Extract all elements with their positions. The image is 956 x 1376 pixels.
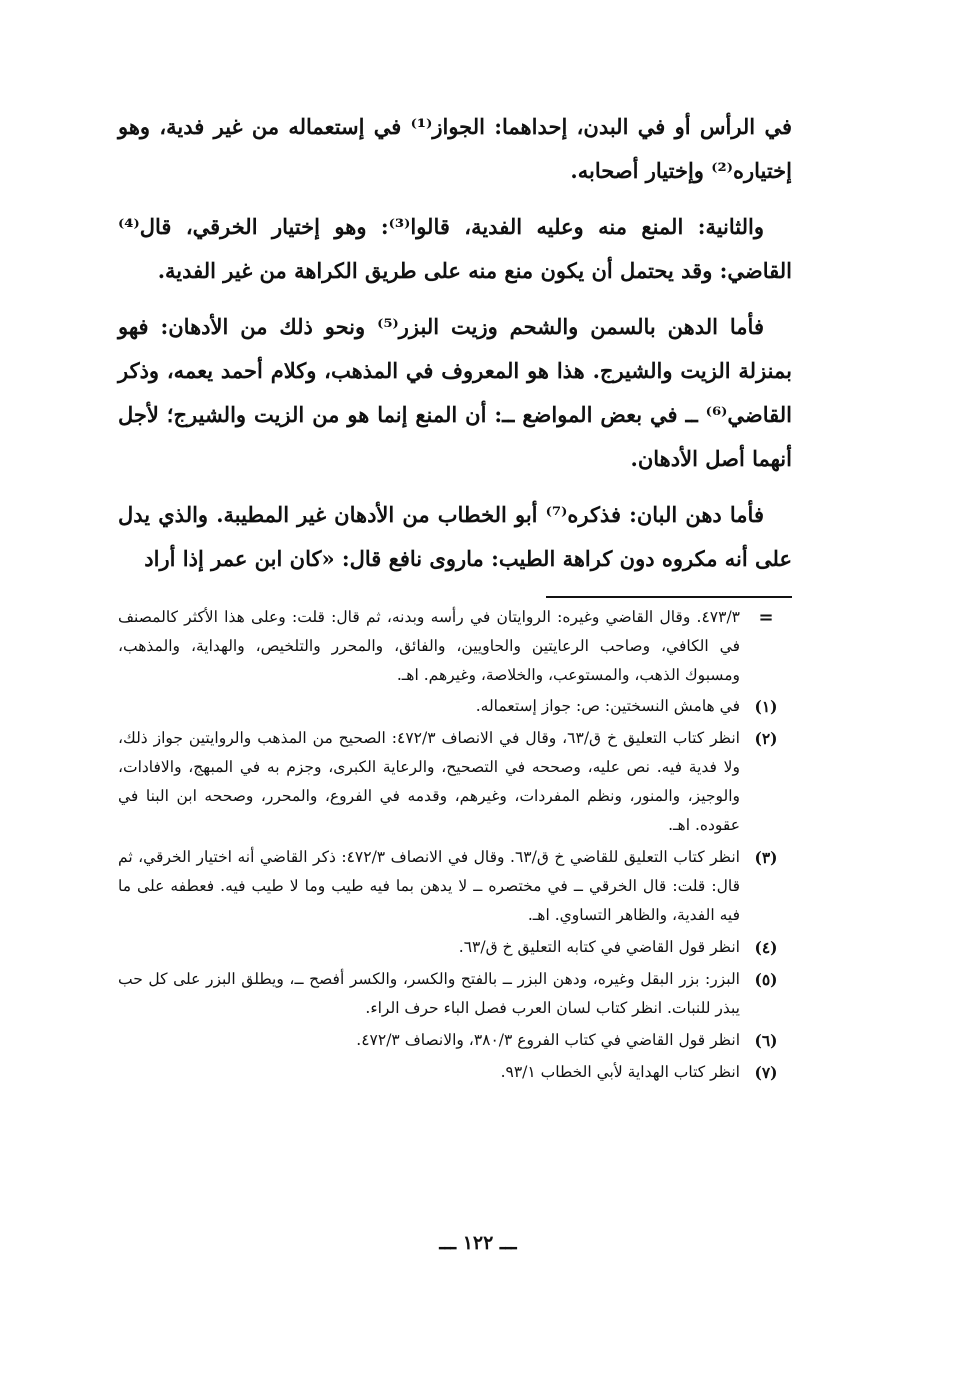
footnote-text: انظر كتاب التعليق خ ق/٦٣، وقال في الانصاف ٤٧٢/٣: الصحيح من المذهب والروايتين جواز ذلك، ولا فدية فيه. نص عليه، وصححه في التصحيح، والرعاية الكبرى، وجزم به في المبهج، والافادات، والوجيز، والمنور، ونظم المفردات، وغيرهم، وقدمه في الفروع، والمحرر، وصححه ابن البنا في عقوده. اهـ. xyxy=(118,729,740,834)
footnote-6 xyxy=(118,1026,792,1055)
footnote-text: انظر قول القاضي في كتاب الفروع ٣٨٠/٣، والانصاف ٤٧٢/٣. xyxy=(356,1031,740,1049)
footnote-continuation xyxy=(118,603,792,690)
page-number: ـــ ١٢٢ ـــ xyxy=(439,1232,517,1254)
footnote-text: في هامش النسختين: ص: جواز إستعماله. xyxy=(475,697,740,715)
footnote-number: (٧) xyxy=(754,1063,778,1082)
footnote-4 xyxy=(118,933,792,962)
paragraph: فأما دهن البان: فذكره⁽⁷⁾ أبو الخطاب من الأدهان غير المطيبة. والذي يدل على أنه مكروه دون كراهة الطيب: ماروى نافع قال: «كان ابن عمر إذا أراد xyxy=(118,502,792,571)
footnote-number: (٤) xyxy=(754,938,778,957)
continuation-mark: = xyxy=(758,607,774,628)
footnote-5 xyxy=(118,965,792,1023)
footnote-text: انظر كتاب التعليق للقاضي خ ق/٦٣. وقال في الانصاف ٤٧٢/٣: ذكر القاضي أنه اختيار الخرقي، ثم قال: قلت: قال الخرقي ــ في مختصره ــ لا يدهن بما فيه طيب وما لا طيب فيه. فعطفه على ما فيه الفدية، والظاهر التساوي. اهـ. xyxy=(118,848,740,924)
footnote-3 xyxy=(118,843,792,930)
footnote-text: انظر قول القاضي في كتابه التعليق خ ق/٦٣. xyxy=(458,938,740,956)
paragraph: والثانية: المنع منه وعليه الفدية، قالوا⁽³⁾: وهو إختيار الخرقي، قال⁽⁴⁾ القاضي: وقد يحتمل أن يكون منع منه على طريق الكراهة من غير الفدية. xyxy=(118,214,792,283)
footnote-number: (٢) xyxy=(754,729,778,748)
paragraph: في الرأس أو في البدن، إحداهما: الجواز⁽¹⁾ في إستعماله من غير فدية، وهو إختياره⁽²⁾ وإختيار أصحابه. xyxy=(118,114,792,183)
footnote-7 xyxy=(118,1058,792,1087)
footnote-number: (٣) xyxy=(754,848,778,867)
main-text xyxy=(118,105,792,593)
paragraph: فأما الدهن بالسمن والشحم وزيت البزر⁽⁵⁾ ونحو ذلك من الأدهان: فهو بمنزلة الزيت والشيرج. هذا هو المعروف في المذهب، وكلام أحمد يعمه، وذكر القاضي⁽⁶⁾ ــ في بعض المواضع ــ: أن المنع إنما هو من الزيت والشيرج؛ لأجل أنهما أصل الأدهان. xyxy=(118,314,792,471)
footnote-number: (٥) xyxy=(754,970,778,989)
footnote-text: انظر كتاب الهداية لأبي الخطاب ٩٣/١. xyxy=(500,1063,740,1081)
footnotes xyxy=(118,603,792,1090)
footnote-separator xyxy=(546,596,792,598)
footnote-number: (٦) xyxy=(754,1031,778,1050)
footnote-number: (١) xyxy=(754,697,778,716)
footnote-1 xyxy=(118,692,792,721)
footnote-text: البزر: بزر البقل وغيره، ودهن البزر ــ بالفتح والكسر، والكسر أفصح ــ، ويطلق البزر على كل حب يبذر للنبات. انظر كتاب لسان العرب فصل الباء حرف الراء. xyxy=(118,970,740,1017)
footnote-2 xyxy=(118,724,792,840)
footnote-text: ٤٧٣/٣. وقال القاضي وغيره: الروايتان في رأسه وبدنه، ثم قال: قلت: وعلى هذا الأكثر كالمصنف في الكافي، وصاحب الرعايتين والحاويين، والفائق، والمحرر والتلخيص، والهداية، والمذهب، ومسبوك الذهب، والمستوعب، والخلاصة، وغيرهم. اهـ. xyxy=(118,608,740,684)
